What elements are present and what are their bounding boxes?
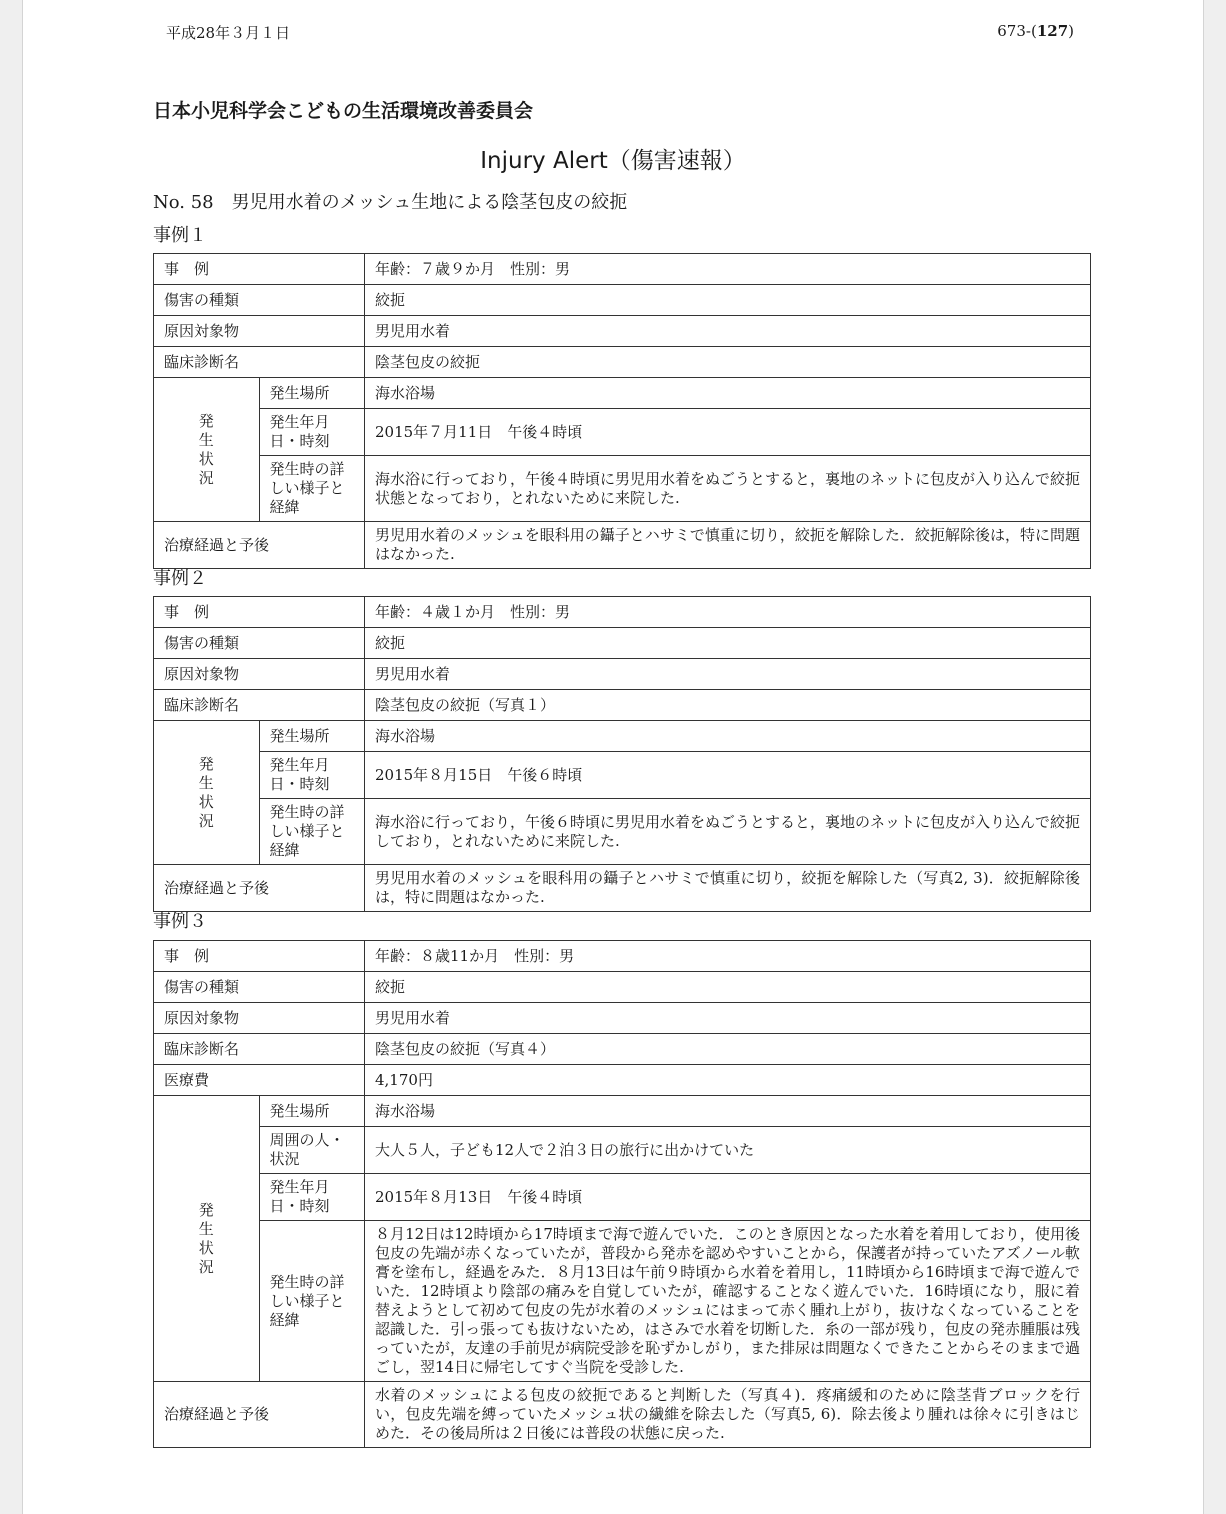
table-row xyxy=(154,597,1091,628)
table-row xyxy=(154,1127,1091,1174)
row-key: 発生場所 xyxy=(259,1096,365,1127)
page-edge-left xyxy=(0,0,23,1514)
row-value: 海水浴場 xyxy=(365,1096,1091,1127)
table-row xyxy=(154,659,1091,690)
table-row xyxy=(154,752,1091,799)
row-value: 男児用水着 xyxy=(365,316,1091,347)
header-page-number: 673-(127) xyxy=(997,22,1074,40)
table-row xyxy=(154,254,1091,285)
case-1-label: 事例１ xyxy=(153,225,207,246)
header-date: 平成28年３月１日 xyxy=(166,24,291,42)
row-key: 事 例 xyxy=(154,941,365,972)
occurrence-group-label: 発生状況 xyxy=(154,378,260,522)
row-value: 絞扼 xyxy=(365,628,1091,659)
row-value: 男児用水着 xyxy=(365,659,1091,690)
row-value: 男児用水着のメッシュを眼科用の鑷子とハサミで慎重に切り，絞扼を解除した．絞扼解除後は，特に問題はなかった. xyxy=(365,522,1091,569)
case-2-table xyxy=(153,596,1091,912)
row-value: 陰茎包皮の絞扼 xyxy=(365,347,1091,378)
table-row xyxy=(154,721,1091,752)
row-key: 発生時の詳しい様子と経緯 xyxy=(259,1221,365,1382)
row-value: 陰茎包皮の絞扼（写真１） xyxy=(365,690,1091,721)
case-2-label: 事例２ xyxy=(153,568,207,589)
row-key: 事 例 xyxy=(154,254,365,285)
table-row xyxy=(154,1174,1091,1221)
table-row xyxy=(154,972,1091,1003)
table-row xyxy=(154,1221,1091,1382)
table-row xyxy=(154,1096,1091,1127)
table-row xyxy=(154,409,1091,456)
row-key: 傷害の種類 xyxy=(154,972,365,1003)
row-value: 年齢：４歳１か月 性別：男 xyxy=(365,597,1091,628)
row-value: 2015年８月15日 午後６時頃 xyxy=(365,752,1091,799)
row-key: 原因対象物 xyxy=(154,659,365,690)
table-row xyxy=(154,1034,1091,1065)
table-row xyxy=(154,316,1091,347)
row-value: 大人５人，子ども12人で２泊３日の旅行に出かけていた xyxy=(365,1127,1091,1174)
case-3-label: 事例３ xyxy=(153,911,207,932)
row-key: 医療費 xyxy=(154,1065,365,1096)
row-value: 海水浴に行っており，午後６時頃に男児用水着をぬごうとすると，裏地のネットに包皮が入り込んで絞扼しており，とれないために来院した. xyxy=(365,799,1091,865)
page-title: Injury Alert（傷害速報） xyxy=(480,148,746,174)
row-key: 発生時の詳しい様子と経緯 xyxy=(259,456,365,522)
table-row xyxy=(154,378,1091,409)
case-1-table xyxy=(153,253,1091,569)
row-key: 発生年月日・時刻 xyxy=(259,1174,365,1221)
table-row xyxy=(154,456,1091,522)
table-row xyxy=(154,628,1091,659)
row-key: 発生場所 xyxy=(259,721,365,752)
table-row xyxy=(154,690,1091,721)
row-value: 絞扼 xyxy=(365,285,1091,316)
row-key: 発生時の詳しい様子と経緯 xyxy=(259,799,365,865)
row-value: 年齢：８歳11か月 性別：男 xyxy=(365,941,1091,972)
occurrence-group-label: 発生状況 xyxy=(154,721,260,865)
row-key: 発生年月日・時刻 xyxy=(259,409,365,456)
row-value: 4,170円 xyxy=(365,1065,1091,1096)
row-key: 治療経過と予後 xyxy=(154,1382,365,1448)
row-key: 発生年月日・時刻 xyxy=(259,752,365,799)
row-value: 海水浴場 xyxy=(365,378,1091,409)
case-3-table xyxy=(153,940,1091,1448)
row-value: 2015年８月13日 午後４時頃 xyxy=(365,1174,1091,1221)
row-value: 海水浴場 xyxy=(365,721,1091,752)
committee-name: 日本小児科学会こどもの生活環境改善委員会 xyxy=(153,100,534,122)
row-key: 臨床診断名 xyxy=(154,1034,365,1065)
table-row xyxy=(154,941,1091,972)
row-value: ８月12日は12時頃から17時頃まで海で遊んでいた．このとき原因となった水着を着用しており，使用後包皮の先端が赤くなっていたが，普段から発赤を認めやすいことから，保護者が持っていたアズノール軟膏を塗布し，経過をみた．８月13日は午前９時頃から水着を着用し，11時頃から16時頃まで海で遊んでいた．12時頃より陰部の痛みを自覚していたが，確認することなく遊んでいた．16時頃になり，服に着替えようとして初めて包皮の先が水着のメッシュにはまって赤く腫れ上がり，抜けなくなっていることを認識した．引っ張っても抜けないため，はさみで水着を切断した．糸の一部が残り，包皮の発赤腫脹は残っていたが，友達の手前児が病院受診を恥ずかしがり，また排尿は問題なくできたことからそのままで過ごし，翌14日に帰宅してすぐ当院を受診した. xyxy=(365,1221,1091,1382)
row-key: 治療経過と予後 xyxy=(154,522,365,569)
table-row xyxy=(154,1065,1091,1096)
row-key: 傷害の種類 xyxy=(154,628,365,659)
row-value: 水着のメッシュによる包皮の絞扼であると判断した（写真４)．疼痛緩和のために陰茎背ブロックを行い，包皮先端を縛っていたメッシュ状の繊維を除去した（写真5, 6)．除去後より腫れは徐々に引きはじめた．その後局所は２日後には普段の状態に戻った. xyxy=(365,1382,1091,1448)
table-row xyxy=(154,799,1091,865)
row-key: 事 例 xyxy=(154,597,365,628)
row-key: 傷害の種類 xyxy=(154,285,365,316)
row-key: 臨床診断名 xyxy=(154,347,365,378)
row-value: 海水浴に行っており，午後４時頃に男児用水着をぬごうとすると，裏地のネットに包皮が入り込んで絞扼状態となっており，とれないために来院した. xyxy=(365,456,1091,522)
table-row xyxy=(154,1382,1091,1448)
row-value: 絞扼 xyxy=(365,972,1091,1003)
row-key: 治療経過と予後 xyxy=(154,865,365,912)
table-row xyxy=(154,865,1091,912)
row-key: 周囲の人・状況 xyxy=(259,1127,365,1174)
occurrence-group-label: 発生状況 xyxy=(154,1096,260,1382)
row-value: 男児用水着のメッシュを眼科用の鑷子とハサミで慎重に切り，絞扼を解除した（写真2, 3)．絞扼解除後は，特に問題はなかった. xyxy=(365,865,1091,912)
table-row xyxy=(154,285,1091,316)
row-key: 原因対象物 xyxy=(154,316,365,347)
row-value: 陰茎包皮の絞扼（写真４） xyxy=(365,1034,1091,1065)
row-value: 男児用水着 xyxy=(365,1003,1091,1034)
row-value: 年齢：７歳９か月 性別：男 xyxy=(365,254,1091,285)
row-key: 発生場所 xyxy=(259,378,365,409)
table-row xyxy=(154,1003,1091,1034)
table-row xyxy=(154,522,1091,569)
row-key: 原因対象物 xyxy=(154,1003,365,1034)
row-value: 2015年７月11日 午後４時頃 xyxy=(365,409,1091,456)
table-row xyxy=(154,347,1091,378)
row-key: 臨床診断名 xyxy=(154,690,365,721)
page-edge-right xyxy=(1203,0,1226,1514)
article-title: No. 58 男児用水着のメッシュ生地による陰茎包皮の絞扼 xyxy=(153,192,628,213)
